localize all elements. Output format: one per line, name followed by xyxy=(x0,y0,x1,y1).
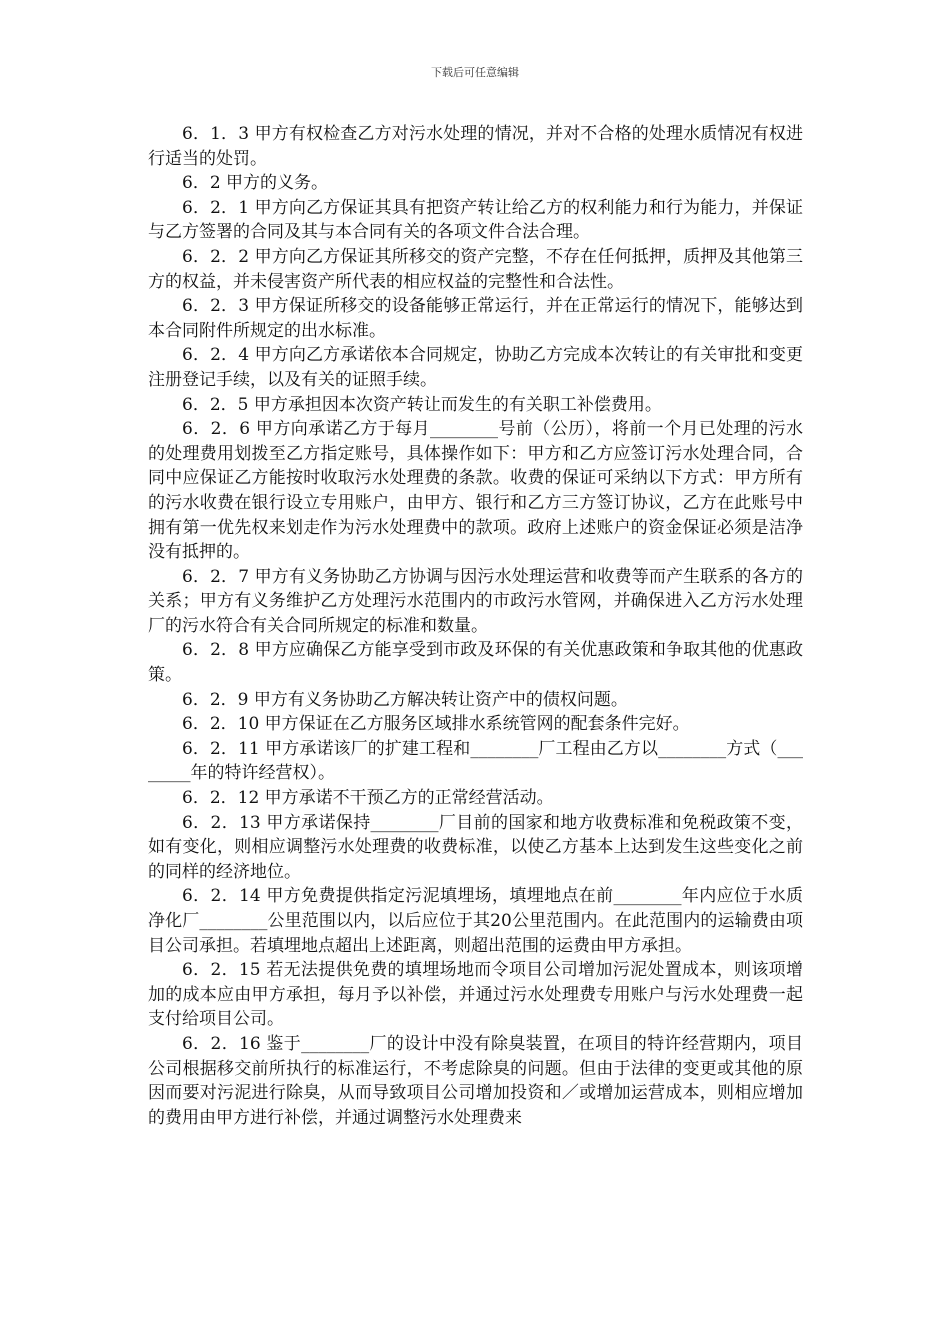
clause-6-2-11: 6．2．11 甲方承诺该厂的扩建工程和________厂工程由乙方以________方式（________年的特许经营权）。 xyxy=(148,738,803,784)
clause-6-2-12: 6．2．12 甲方承诺不干预乙方的正常经营活动。 xyxy=(182,788,554,809)
clause-6-2-10: 6．2．10 甲方保证在乙方服务区域排水系统管网的配套条件完好。 xyxy=(182,714,690,735)
clause-6-2-13: 6．2．13 甲方承诺保持________厂目前的国家和地方收费标准和免税政策不变，如有变化，则相应调整污水处理费的收费标准，以使乙方基本上达到发生这些变化之前的同样的经济地位。 xyxy=(148,812,803,882)
document-body xyxy=(148,122,803,1130)
clause-6-2-15: 6．2．15 若无法提供免费的填埋场地而令项目公司增加污泥处置成本，则该项增加的成本应由甲方承担，每月予以补偿，并通过污水处理费专用账户与污水处理费一起支付给项目公司。 xyxy=(148,960,803,1030)
clause-6-2-4: 6．2．4 甲方向乙方承诺依本合同规定，协助乙方完成本次转让的有关审批和变更注册登记手续，以及有关的证照手续。 xyxy=(148,345,803,390)
clause-6-2-5: 6．2．5 甲方承担因本次资产转让而发生的有关职工补偿费用。 xyxy=(182,394,662,415)
clause-6-2-9: 6．2．9 甲方有义务协助乙方解决转让资产中的债权问题。 xyxy=(182,689,628,710)
clause-6-1-3: 6．1．3 甲方有权检查乙方对污水处理的情况，并对不合格的处理水质情况有权进行适当的处罚。 xyxy=(148,124,803,169)
clause-6-2-1: 6．2．1 甲方向乙方保证其具有把资产转让给乙方的权利能力和行为能力，并保证与乙方签署的合同及其与本合同有关的各项文件合法合理。 xyxy=(148,197,803,243)
clause-6-2-7: 6．2．7 甲方有义务协助乙方协调与因污水处理运营和收费等而产生联系的各方的关系；甲方有义务维护乙方处理污水范围内的市政污水管网，并确保进入乙方污水处理厂的污水符合有关合同所规定的标准和数量。 xyxy=(148,566,803,636)
clause-6-2-8: 6．2．8 甲方应确保乙方能享受到市政及环保的有关优惠政策和争取其他的优惠政策。 xyxy=(148,640,803,686)
clause-6-2-2: 6．2．2 甲方向乙方保证其所移交的资产完整，不存在任何抵押，质押及其他第三方的权益，并未侵害资产所代表的相应权益的完整性和合法性。 xyxy=(148,246,803,292)
page-header: 下载后可任意编辑 xyxy=(431,66,519,79)
clause-6-2-14: 6．2．14 甲方免费提供指定污泥填埋场，填埋地点在前________年内应位于水质净化厂________公里范围以内，以后应位于其20公里范围内。在此范围内的运输费由项目公司承担。若填埋地点超出上述距离，则超出范围的运费由甲方承担。 xyxy=(148,886,803,956)
clause-6-2-3: 6．2．3 甲方保证所移交的设备能够正常运行，并在正常运行的情况下，能够达到本合同附件所规定的出水标准。 xyxy=(148,296,803,341)
clause-6-2-6: 6．2．6 甲方向承诺乙方于每月________号前（公历），将前一个月已处理的污水的处理费用划拨至乙方指定账号，具体操作如下：甲方和乙方应签订污水处理合同，合同中应保证乙方能按时收取污水处理费的条款。收费的保证可采纳以下方式：甲方所有的污水收费在银行设立专用账户，由甲方、银行和乙方三方签订协议，乙方在此账号中拥有第一优先权来划走作为污水处理费中的款项。政府上述账户的资金保证必须是洁净没有抵押的。 xyxy=(148,419,803,563)
clause-6-2: 6．2 甲方的义务。 xyxy=(182,173,329,194)
clause-6-2-16: 6．2．16 鉴于________厂的设计中没有除臭装置，在项目的特许经营期内，项目公司根据移交前所执行的标准运行，不考虑除臭的问题。但由于法律的变更或其他的原因而要对污泥进行除臭，从而导致项目公司增加投资和／或增加运营成本，则相应增加的费用由甲方进行补偿，并通过调整污水处理费来 xyxy=(148,1033,803,1128)
